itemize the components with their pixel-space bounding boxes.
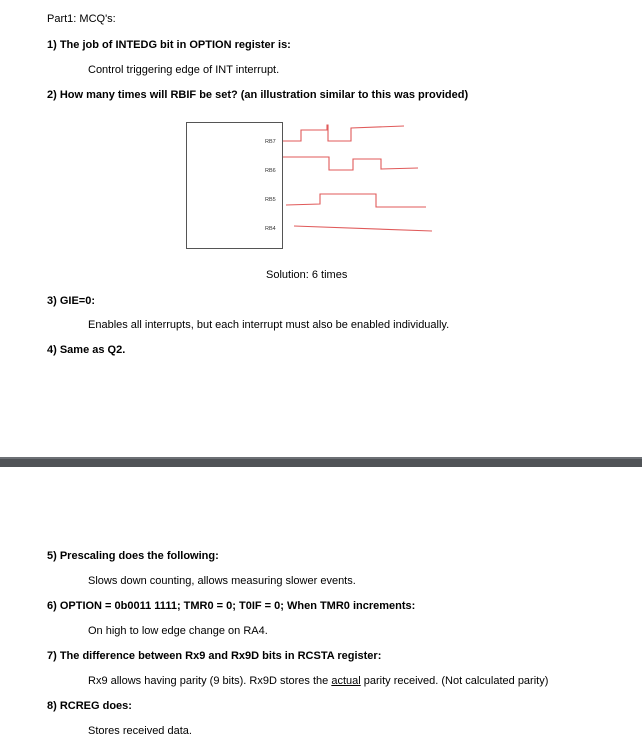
- page-break: [0, 457, 642, 467]
- rb-port-waveform-figure: [186, 120, 436, 250]
- label-rb5: RB5: [265, 197, 276, 203]
- solution-2: Solution: 6 times: [266, 269, 348, 281]
- answer-7-pre: Rx9 allows having parity (9 bits). Rx9D stores the: [88, 675, 332, 687]
- answer-5: Slows down counting, allows measuring slower events.: [88, 575, 356, 587]
- label-rb4: RB4: [265, 226, 276, 232]
- question-4: 4) Same as Q2.: [47, 344, 126, 356]
- question-2: 2) How many times will RBIF be set? (an illustration similar to this was provided): [47, 89, 469, 101]
- question-6: 6) OPTION = 0b0011 1111; TMR0 = 0; T0IF = 0; When TMR0 increments:: [47, 600, 416, 612]
- answer-3: Enables all interrupts, but each interrupt must also be enabled individually.: [88, 319, 450, 331]
- answer-7-post: parity received. (Not calculated parity): [360, 675, 549, 687]
- signal-rb6: [283, 157, 418, 170]
- signal-rb5: [286, 194, 426, 207]
- question-7: 7) The difference between Rx9 and Rx9D bits in RCSTA register:: [47, 650, 382, 662]
- label-rb6: RB6: [265, 168, 276, 174]
- label-rb7: RB7: [265, 139, 276, 145]
- answer-7-underlined: actual: [331, 675, 361, 687]
- question-8: 8) RCREG does:: [47, 700, 132, 712]
- question-3: 3) GIE=0:: [47, 295, 95, 307]
- answer-7: [88, 674, 548, 688]
- signal-rb7: [283, 125, 404, 141]
- signal-rb4: [294, 226, 432, 231]
- part-title: Part1: MCQ's:: [47, 13, 116, 25]
- answer-6: On high to low edge change on RA4.: [88, 625, 268, 637]
- answer-1: Control triggering edge of INT interrupt.: [88, 64, 280, 76]
- page-2: [0, 467, 642, 752]
- question-1: 1) The job of INTEDG bit in OPTION register is:: [47, 39, 291, 51]
- answer-8: Stores received data.: [88, 725, 192, 737]
- question-5: 5) Prescaling does the following:: [47, 550, 219, 562]
